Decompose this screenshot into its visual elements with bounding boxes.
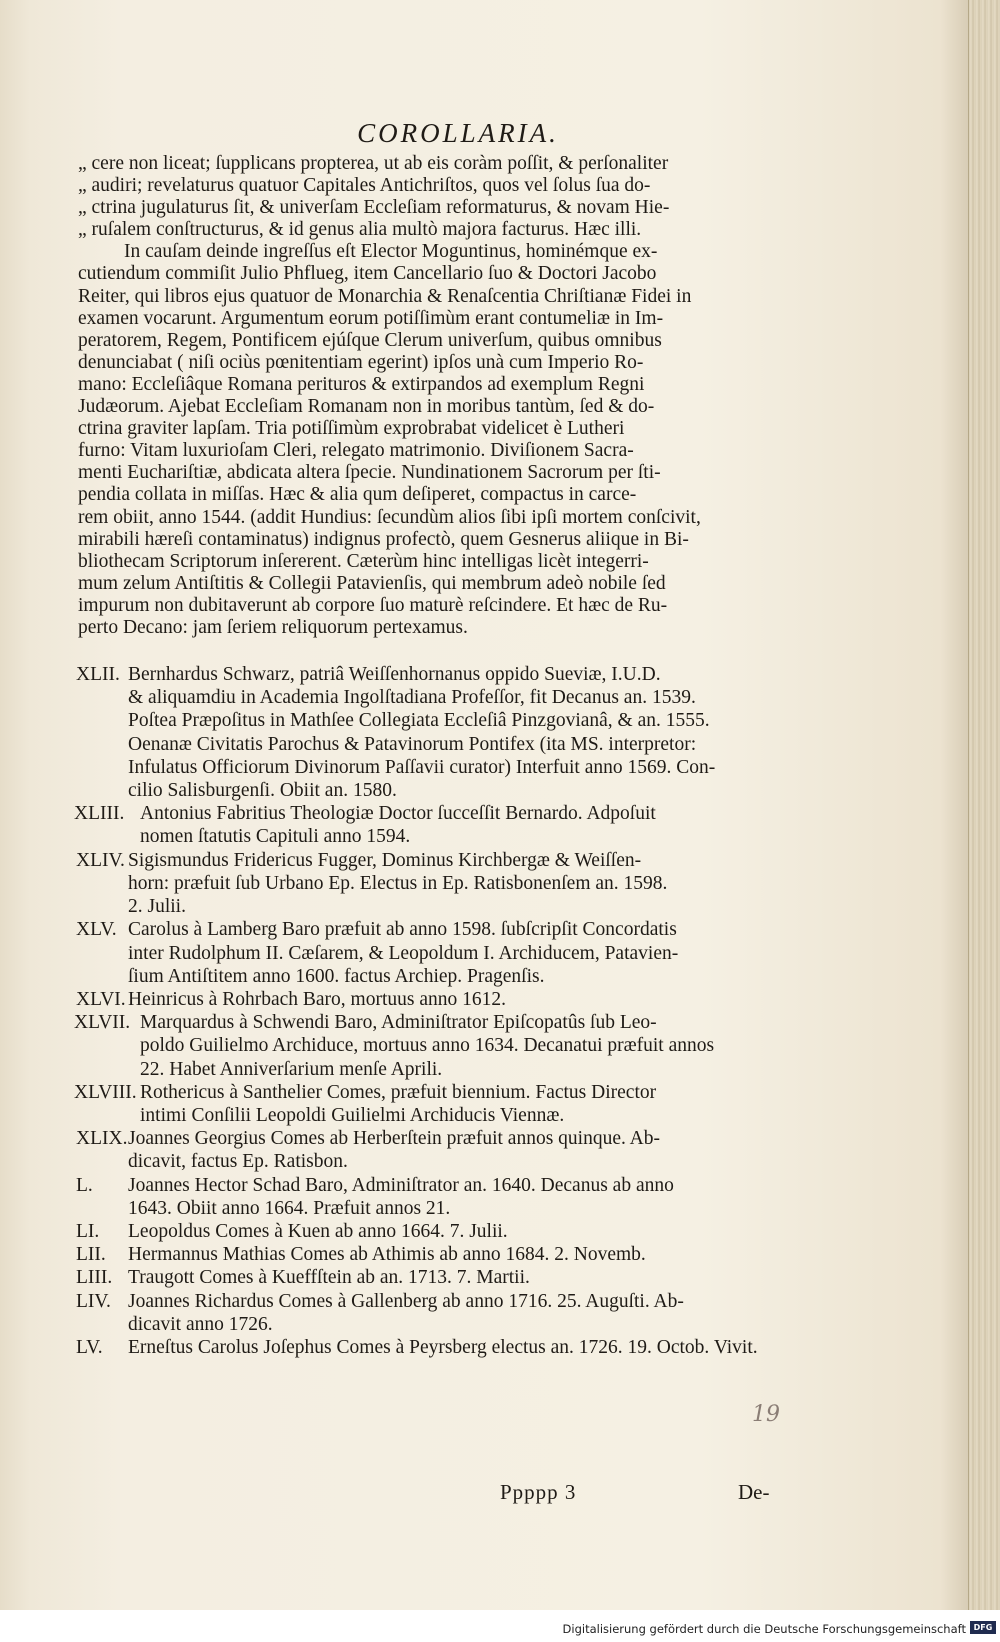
credit-text: Digitalisierung gefördert durch die Deutsche Forschungsgemeinschaft	[562, 1622, 966, 1636]
paragraph-line: rem obiit, anno 1544. (addit Hundius: ſecundùm alios ſibi ipſi mortem conſcivit,	[78, 506, 701, 528]
credit-bar	[0, 1614, 1000, 1642]
entry-line: Bernhardus Schwarz, patriâ Weiſſenhornanus oppido Sueviæ, I.U.D.	[128, 664, 661, 686]
paragraph-line: In cauſam deinde ingreſſus eſt Elector Moguntinus, hominémque ex-	[124, 241, 658, 263]
entry-line: Leopoldus Comes à Kuen ab anno 1664. 7. Julii.	[128, 1220, 508, 1242]
list-item	[78, 849, 778, 919]
list-item	[78, 988, 778, 1011]
paragraph-line: mum zelum Antiſtitis & Collegii Patavienſis, qui membrum adeò nobile ſed	[78, 572, 666, 594]
entry-number: LI.	[76, 1220, 100, 1242]
paragraph-line: examen vocarunt. Argumentum eorum potiſſimùm erant contumeliæ in Im-	[78, 307, 664, 329]
list-item	[74, 1081, 778, 1127]
entry-line: ſium Antiſtitem anno 1600. factus Archiep. Pragenſis.	[128, 965, 545, 987]
margin-note: 19	[752, 1402, 780, 1427]
entry-line: 1643. Obiit anno 1664. Præfuit annos 21.	[128, 1197, 451, 1219]
page-footer	[0, 1480, 968, 1510]
paragraph-line: mano: Eccleſiâque Romana perituros & extirpandos ad exemplum Regni	[78, 373, 645, 395]
entry-line: Antonius Fabritius Theologiæ Doctor ſucceſſit Bernardo. Adpoſuit	[140, 803, 656, 825]
paragraph-line: bliothecam Scriptorum inſererent. Cæterùm hinc intelligas licèt integerri-	[78, 550, 649, 572]
paragraph-line: mirabili hæreſi contaminatus) indignus profectò, quem Gesnerus aliique in Bi-	[78, 528, 689, 550]
entry-number: XLVI.	[76, 988, 126, 1010]
entry-line: 22. Habet Anniverſarium menſe Aprili.	[140, 1058, 443, 1080]
text-block	[74, 118, 778, 1359]
entry-line: intimi Conſilii Leopoldi Guilielmi Archiducis Viennæ.	[140, 1104, 565, 1126]
entry-line: Joannes Richardus Comes à Gallenberg ab anno 1716. 25. Auguſti. Ab-	[128, 1290, 684, 1312]
list-item	[78, 918, 778, 988]
paragraph-line: furno: Vitam luxurioſam Cleri, relegato matrimonio. Diviſionem Sacra-	[78, 440, 634, 462]
catchword: De-	[738, 1480, 770, 1504]
entry-line: Infulatus Officiorum Divinorum Paſſavii curator) Interfuit anno 1569. Con-	[128, 756, 716, 778]
entry-line: Heinricus à Rohrbach Baro, mortuus anno 1612.	[128, 988, 507, 1010]
entry-line: Joannes Hector Schad Baro, Adminiſtrator an. 1640. Decanus ab anno	[128, 1174, 674, 1196]
entry-number: LIII.	[76, 1267, 113, 1289]
entry-line: dicavit, factus Ep. Ratisbon.	[128, 1151, 348, 1173]
list-item	[78, 1127, 778, 1173]
paragraph-line: impurum non dubitaverunt ab corpore ſuo maturè reſcindere. Et hæc de Ru-	[78, 594, 668, 616]
entry-line: Erneſtus Carolus Joſephus Comes à Peyrsberg electus an. 1726. 19. Octob. Vivit.	[128, 1336, 758, 1358]
entry-number: L.	[76, 1174, 93, 1196]
paragraph-line: denunciabat ( niſi ociùs pœnitentiam egerint) ipſos unà cum Imperio Ro-	[78, 351, 644, 373]
entry-line: horn: præfuit ſub Urbano Ep. Electus in Ep. Ratisbonenſem an. 1598.	[128, 872, 668, 894]
list-item	[78, 1290, 778, 1336]
decani-list	[74, 663, 778, 1359]
entry-line: Traugott Comes à Kueffſtein ab an. 1713. 7. Martii.	[128, 1267, 530, 1289]
paragraph-line: perto Decano: jam ſeriem reliquorum pertexamus.	[78, 616, 468, 638]
list-item	[74, 1011, 778, 1081]
entry-line: 2. Julii.	[128, 896, 186, 918]
paragraph-line: „ ruſalem conſtructurus, & id genus alia multò majora facturus. Hæc illi.	[78, 219, 642, 241]
entry-number: XLVIII.	[74, 1081, 137, 1103]
entry-line: nomen ſtatutis Capituli anno 1594.	[140, 826, 411, 848]
list-item	[78, 1266, 778, 1289]
entry-number: XLIX.	[76, 1128, 128, 1150]
entry-line: Hermannus Mathias Comes ab Athimis ab anno 1684. 2. Novemb.	[128, 1244, 646, 1266]
running-head: COROLLARIA.	[357, 118, 559, 148]
entry-number: LV.	[76, 1336, 103, 1358]
entry-line: cilio Salisburgenſi. Obiit an. 1580.	[128, 780, 397, 802]
entry-line: & aliquamdiu in Academia Ingolſtadiana Profeſſor, fit Decanus an. 1539.	[128, 687, 696, 709]
page-edge	[968, 0, 1000, 1610]
list-item	[74, 802, 778, 848]
entry-number: XLVII.	[74, 1012, 131, 1034]
list-item	[78, 1220, 778, 1243]
signature-mark: Ppppp 3	[500, 1480, 577, 1504]
list-item	[78, 1243, 778, 1266]
entry-line: Sigismundus Fridericus Fugger, Dominus Kirchbergæ & Weiſſen-	[128, 849, 642, 871]
entry-line: Carolus à Lamberg Baro præfuit ab anno 1598. ſubſcripſit Concordatis	[128, 919, 677, 941]
paragraph-line: menti Euchariſtiæ, abdicata altera ſpecie. Nundinationem Sacrorum per ſti-	[78, 462, 661, 484]
paragraph-line: „ audiri; revelaturus quatuor Capitales Antichriſtos, quos vel ſolus ſua do-	[78, 175, 651, 197]
entry-line: Oenanæ Civitatis Parochus & Patavinorum Pontifex (ita MS. interpretor:	[128, 733, 697, 755]
paragraph-line: Judæorum. Ajebat Eccleſiam Romanam non in moribus tantùm, ſed & do-	[78, 396, 655, 418]
paragraph-line: ctrina graviter lapſam. Tria potiſſimùm exprobrabat videlicet è Lutheri	[78, 418, 625, 440]
paragraph-line: pendia collata in miſſas. Hæc & alia qum deſiperet, compactus in carce-	[78, 484, 637, 506]
entry-number: XLV.	[76, 919, 117, 941]
dfg-logo: DFG	[970, 1621, 996, 1634]
entry-number: XLIV.	[76, 849, 125, 871]
entry-line: poldo Guilielmo Archiduce, mortuus anno 1634. Decanatui præfuit annos	[140, 1035, 715, 1057]
paragraph-line: Reiter, qui libros ejus quatuor de Monarchia & Renaſcentia Chriſtianæ Fidei in	[78, 285, 692, 307]
list-item	[78, 663, 778, 802]
list-item	[78, 1336, 778, 1359]
paragraph-line: peratorem, Regem, Pontificem ejúſque Clerum univerſum, quibus omnibus	[78, 329, 662, 351]
entry-line: Joannes Georgius Comes ab Herberſtein præfuit annos quinque. Ab-	[128, 1128, 661, 1150]
paragraph-line: „ ctrina jugulaturus ſit, & univerſam Eccleſiam reformaturus, & novam Hie-	[78, 197, 670, 219]
entry-line: Poſtea Præpoſitus in Mathſee Collegiata Eccleſiâ Pinzgovianâ, & an. 1555.	[128, 710, 710, 732]
list-item	[78, 1174, 778, 1220]
entry-line: inter Rudolphum II. Cæſarem, & Leopoldum I. Archiducem, Patavien-	[128, 942, 679, 964]
entry-number: LIV.	[76, 1290, 111, 1312]
paragraph-line: cutiendum commiſit Julio Phflueg, item Cancellario ſuo & Doctori Jacobo	[78, 263, 657, 285]
entry-number: XLII.	[76, 664, 120, 686]
entry-line: Marquardus à Schwendi Baro, Adminiſtrator Epiſcopatûs ſub Leo-	[140, 1012, 657, 1034]
entry-line: dicavit anno 1726.	[128, 1313, 273, 1335]
entry-number: XLIII.	[74, 803, 125, 825]
entry-number: LII.	[76, 1244, 106, 1266]
body-paragraph	[78, 153, 778, 639]
entry-line: Rothericus à Santhelier Comes, præfuit biennium. Factus Director	[140, 1081, 657, 1103]
paragraph-line: „ cere non liceat; ſupplicans propterea, ut ab eis coràm poſſit, & perſonaliter	[78, 153, 669, 174]
